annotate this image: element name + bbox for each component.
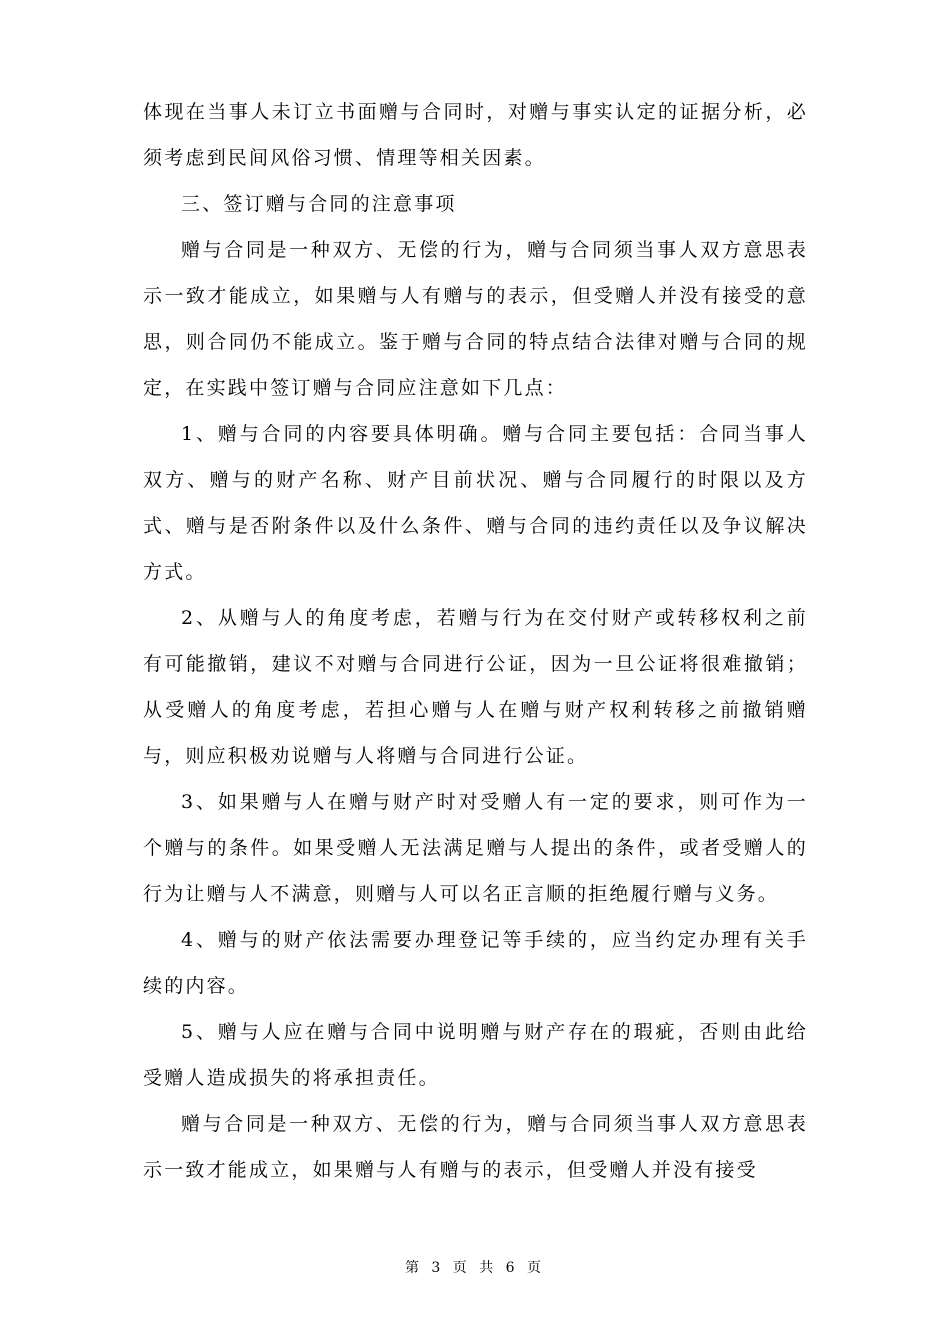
list-item-1: 1、赠与合同的内容要具体明确。赠与合同主要包括：合同当事人双方、赠与的财产名称、财产目前状况、赠与合同履行的时限以及方式、赠与是否附条件以及什么条件、赠与合同的违约责任以及争议解决方式。: [143, 423, 808, 583]
list-item-5: 5、赠与人应在赠与合同中说明赠与财产存在的瑕疵，否则由此给受赠人造成损失的将承担责任。: [143, 1021, 808, 1089]
list-item-2: 2、从赠与人的角度考虑，若赠与行为在交付财产或转移权利之前有可能撤销，建议不对赠与合同进行公证，因为一旦公证将很难撤销；从受赠人的角度考虑，若担心赠与人在赠与财产权利转移之前撤销赠与，则应积极劝说赠与人将赠与合同进行公证。: [143, 607, 808, 767]
list-item-3: 3、如果赠与人在赠与财产时对受赠人有一定的要求，则可作为一个赠与的条件。如果受赠人无法满足赠与人提出的条件，或者受赠人的行为让赠与人不满意，则赠与人可以名正言顺的拒绝履行赠与义务。: [143, 791, 808, 905]
paragraph-trailing: 赠与合同是一种双方、无偿的行为，赠与合同须当事人双方意思表示一致才能成立，如果赠与人有赠与的表示，但受赠人并没有接受: [143, 1113, 808, 1181]
document-body: [143, 89, 808, 1193]
section-heading: 三、签订赠与合同的注意事项: [181, 193, 457, 215]
page-number-footer: 第 3 页 共 6 页: [404, 1260, 546, 1276]
paragraph-intro: 赠与合同是一种双方、无偿的行为，赠与合同须当事人双方意思表示一致才能成立，如果赠与人有赠与的表示，但受赠人并没有接受的意思，则合同仍不能成立。鉴于赠与合同的特点结合法律对赠与合同的规定，在实践中签订赠与合同应注意如下几点：: [143, 239, 808, 399]
paragraph-continuation: 体现在当事人未订立书面赠与合同时，对赠与事实认定的证据分析，必须考虑到民间风俗习惯、情理等相关因素。: [143, 101, 808, 169]
list-item-4: 4、赠与的财产依法需要办理登记等手续的，应当约定办理有关手续的内容。: [143, 929, 808, 997]
